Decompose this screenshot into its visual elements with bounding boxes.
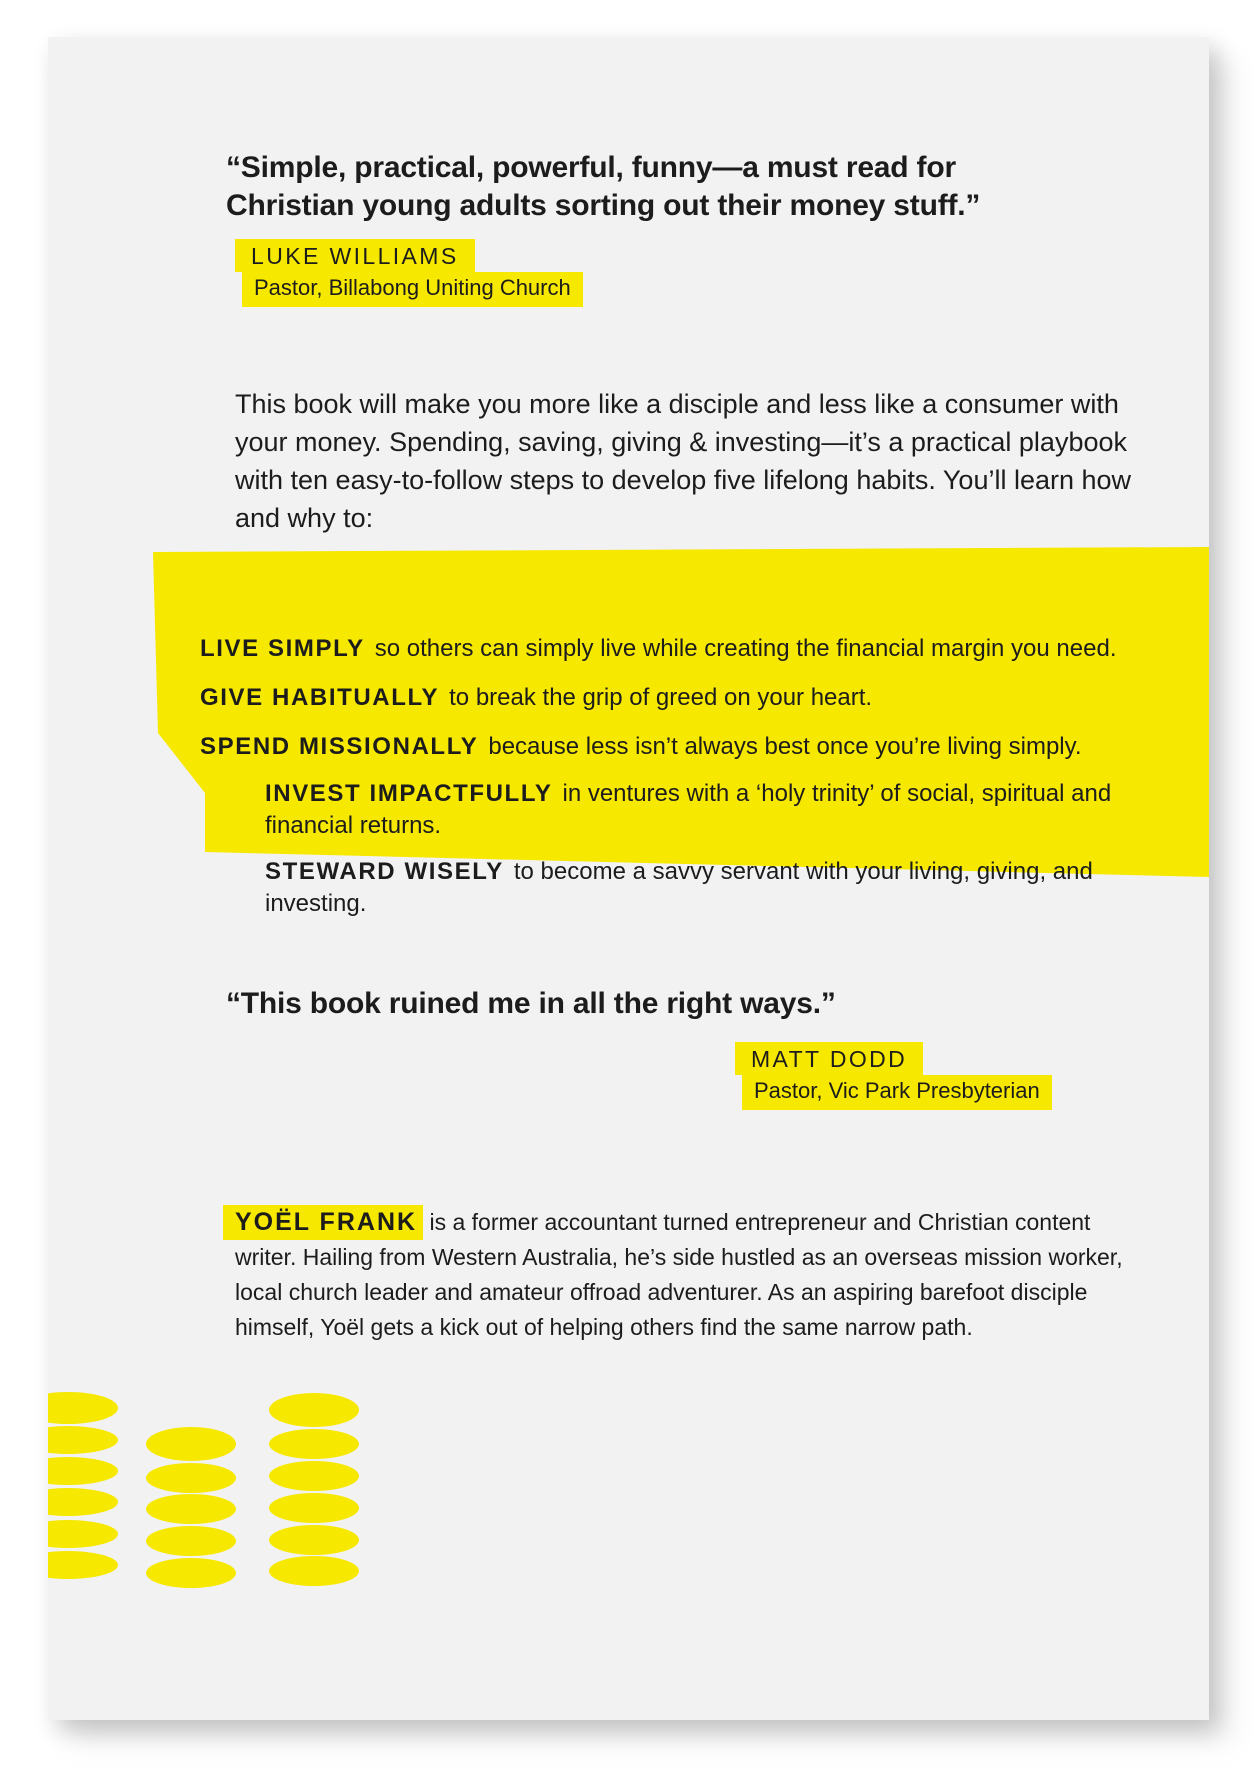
habit-give-habitually [200, 682, 1160, 714]
endorser-name-1: LUKE WILLIAMS [235, 239, 475, 272]
author-bio-text: is a former accountant turned entrepreneur and Christian content writer. Hailing from Western Australia, he’s side hustled as an overseas mission worker, local church leader and amateur offroad adventurer. As an aspiring barefoot disciple himself, Yoël gets a kick out of helping others find the same narrow path. [235, 1209, 1123, 1340]
endorser-role-2: Pastor, Vic Park Presbyterian [742, 1075, 1052, 1110]
habit-keyword: INVEST IMPACTFULLY [265, 780, 553, 807]
book-back-cover [48, 37, 1209, 1720]
author-bio [235, 1205, 1135, 1345]
endorser-name-2: MATT DODD [735, 1042, 923, 1075]
habit-description: to become a savvy servant with your living, giving, and investing. [265, 858, 1093, 917]
habit-description: so others can simply live while creating the financial margin you need. [374, 635, 1117, 662]
habit-keyword: LIVE SIMPLY [200, 635, 365, 662]
habit-invest-impactfully [265, 778, 1165, 842]
habit-keyword: GIVE HABITUALLY [200, 684, 440, 711]
coin-stack-right [269, 1393, 359, 1586]
habit-live-simply [200, 633, 1160, 665]
habit-steward-wisely [265, 856, 1165, 920]
habit-keyword: STEWARD WISELY [265, 858, 504, 885]
endorsement-attribution-1 [235, 239, 583, 307]
habit-description: because less isn’t always best once you’re living simply. [488, 733, 1082, 760]
endorser-role-1: Pastor, Billabong Uniting Church [242, 272, 583, 307]
coin-stack-middle [146, 1427, 236, 1588]
endorsement-quote-2: “This book ruined me in all the right ways.” [226, 987, 836, 1020]
endorsement-quote-1: “Simple, practical, powerful, funny—a must read for Christian young adults sorting out their money stuff.” [226, 151, 981, 222]
habit-description: to break the grip of greed on your heart. [449, 684, 873, 711]
endorsement-attribution-2 [735, 1042, 1052, 1110]
coin-stacks-illustration [48, 1377, 368, 1677]
habit-keyword: SPEND MISSIONALLY [200, 733, 479, 760]
habit-description: in ventures with a ‘holy trinity’ of social, spiritual and financial returns. [265, 780, 1112, 839]
coin-stack-left [48, 1392, 118, 1579]
author-name: YOËL FRANK [223, 1205, 423, 1240]
book-description: This book will make you more like a disciple and less like a consumer with your money. Spending, saving, giving & investing—it’s a practical playbook with ten easy-to-follow steps to develop five lifelong habits. You’ll learn how and why to: [235, 389, 1132, 533]
habit-spend-missionally [200, 731, 1160, 763]
